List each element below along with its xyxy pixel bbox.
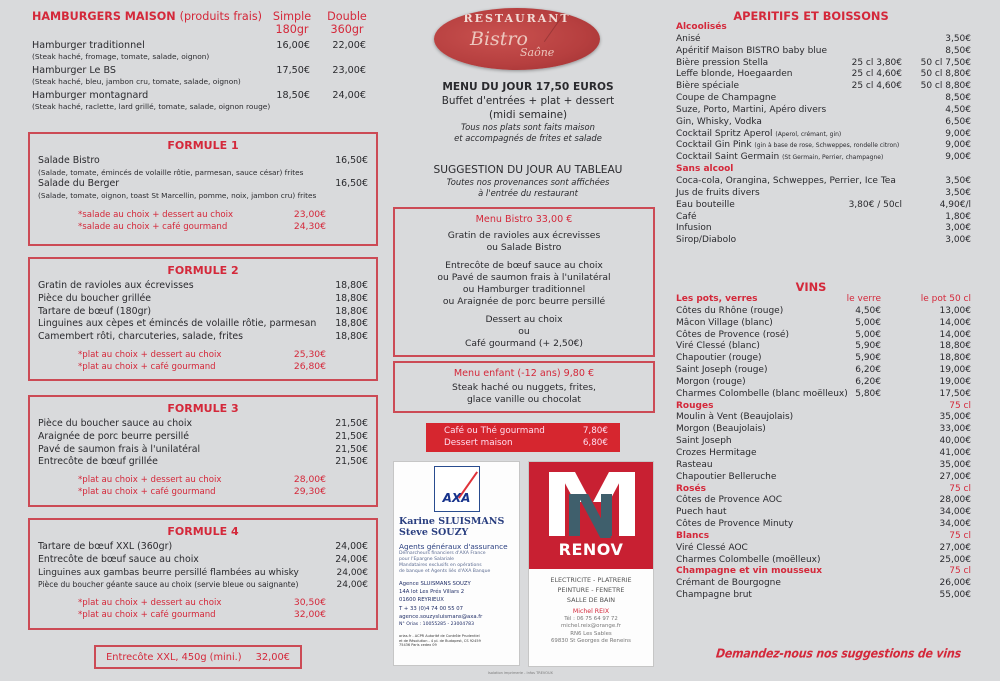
menu-item: Côtes de Provence AOC 28,00€ — [676, 495, 971, 506]
drinks-list — [676, 22, 972, 247]
combo-offer: *plat au choix + café gourmand 29,30€ — [78, 486, 326, 498]
combo-offer: *plat au choix + dessert au choix 28,00€ — [78, 474, 326, 486]
restaurant-logo: RESTAURANT Bistro Saône — [434, 8, 600, 70]
menu-item: Sirop/Diabolo 3,00€ — [676, 235, 971, 246]
menu-item: Tartare de bœuf (180gr) 18,80€ — [38, 305, 368, 317]
menu-item: Saint Joseph (rouge) 6,20€ 19,00€ — [676, 365, 971, 376]
formule-title: FORMULE 4 — [167, 525, 239, 538]
menu-item: Viré Clessé AOC 27,00€ — [676, 542, 971, 553]
formule-4-box — [28, 518, 378, 630]
formule-title: FORMULE 2 — [167, 264, 239, 277]
menu-item: Charmes Colombelle (blanc moëlleux) 5,80€ 17,50€ — [676, 388, 971, 399]
menu-item: Chapoutier Belleruche 27,00€ — [676, 471, 971, 482]
menu-item: Salade Bistro 16,50€ — [38, 155, 368, 166]
menu-item: Hamburger traditionnel 16,00€ 22,00€ (Steak haché, fromage, tomate, salade, oignon) — [32, 40, 366, 61]
menu-item: Pièce du boucher sauce au choix 21,50€ — [38, 418, 368, 429]
formule-title: FORMULE 3 — [167, 402, 239, 415]
hamburgers-header — [32, 10, 372, 44]
combo-offer: *salade au choix + dessert au choix 23,00€ — [78, 208, 326, 220]
menu-item: Camembert rôti, charcuteries, salade, frites 18,80€ — [38, 331, 368, 343]
wine-suggestions-note: Demandez-nous nos suggestions de vins — [715, 646, 962, 661]
menu-item: Tartare de bœuf XXL (360gr) 24,00€ — [38, 541, 368, 552]
menu-item: Cocktail Saint Germain (St Germain, Perrier, champagne) 9,00€ — [676, 152, 971, 163]
combo-offer: *plat au choix + dessert au choix 30,50€ — [78, 597, 326, 609]
menu-item: Morgon (Beaujolais) 33,00€ — [676, 424, 971, 435]
section-heading: Sans alcool — [676, 164, 734, 175]
wines-title: VINS — [795, 280, 827, 294]
section-heading: Champagne et vin mousseux 75 cl — [676, 566, 971, 577]
menu-item: Viré Clessé (blanc) 5,90€ 18,80€ — [676, 341, 971, 352]
dessert-item: Café ou Thé gourmand 7,80€ — [444, 426, 608, 436]
formule-1-box: FORMULE 1 Salade Bistro 16,50€ (Salade, tomate, émincés de volaille rôtie, parmesan, sauce césar) frites Salade du Berger 16,50€ (Salade, tomate, oignon, toast St Marcellin, pomme, noix, jambon cru) frites *salade au choix + dessert au choix 23,00€ *salade au choix + café gourmand 24,30€ — [28, 132, 378, 246]
section-heading: Alcoolisés — [676, 22, 727, 32]
menu-item: Chapoutier (rouge) 5,90€ 18,80€ — [676, 353, 971, 364]
menu-item: Entrecôte de bœuf grillée 21,50€ — [38, 456, 368, 468]
menu-item: Entrecôte de bœuf sauce au choix 24,00€ — [38, 553, 368, 565]
menu-item: Gratin de ravioles aux écrevisses 18,80€ — [38, 280, 368, 291]
menu-item: Côtes de Provence (rosé) 5,00€ 14,00€ — [676, 329, 971, 340]
menu-item: Hamburger Le BS 17,50€ 23,00€ (Steak haché, bleu, jambon cru, tomate, salade, oignon) — [32, 65, 366, 86]
section-heading: Les pots, verres le verre le pot 50 cl — [676, 294, 971, 304]
formule-title: FORMULE 1 — [167, 139, 239, 152]
section-heading: Rouges 75 cl — [676, 400, 971, 411]
menu-item: Crémant de Bourgogne 26,00€ — [676, 578, 971, 589]
menu-item: Crozes Hermitage 41,00€ — [676, 447, 971, 458]
dessert-item: Dessert maison 6,80€ — [444, 437, 608, 448]
menu-item: Côtes du Rhône (rouge) 4,50€ 13,00€ — [676, 305, 971, 316]
menu-item: Gin, Whisky, Vodka 6,50€ — [676, 116, 971, 127]
hamburgers-list — [32, 40, 372, 115]
mn-renov-advertisement: RENOV ELECTRICITE - PLATRERIE PEINTURE - FENETRE SALLE DE BAIN Michel REIX Tél : 06 75 64 97 72 michel.reix@orange.fr RN6 Les Sables 69830 St Georges de Reneins — [528, 461, 654, 667]
menu-item: Café 1,80€ — [676, 211, 971, 222]
formule-2-box — [28, 257, 378, 381]
section-heading: Rosés 75 cl — [676, 483, 971, 494]
menu-item: Puech haut 34,00€ — [676, 507, 971, 518]
menu-item: Hamburger montagnard 18,50€ 24,00€ (Steak haché, raclette, lard grillé, tomate, salade, oignon rouge) — [32, 90, 366, 111]
col-simple: Simple 180gr — [272, 10, 312, 36]
imprint-note: Isolation imprimerie - Infos TREVOUX — [488, 671, 553, 675]
combo-offer: *salade au choix + café gourmand 24,30€ — [78, 220, 326, 232]
menu-item: Charmes Colombelle (moëlleux) 25,00€ — [676, 554, 971, 565]
menu-item: Morgon (rouge) 6,20€ 19,00€ — [676, 376, 971, 387]
axa-logo-icon: AXA — [434, 466, 480, 512]
menu-item: Anisé 3,50€ — [676, 33, 971, 44]
menu-item: Moulin à Vent (Beaujolais) 35,00€ — [676, 412, 971, 423]
menu-item: Pavé de saumon frais à l'unilatéral 21,50€ — [38, 443, 368, 455]
menu-item: Araignée de porc beurre persillé 21,50€ — [38, 430, 368, 442]
combo-offer: *plat au choix + café gourmand 26,80€ — [78, 360, 326, 372]
menu-enfant-box: Menu enfant (-12 ans) 9,80 € Steak haché ou nuggets, frites, glace vanille ou chocolat — [393, 361, 655, 413]
formule-3-box — [28, 395, 378, 507]
axa-advertisement: AXA Karine SLUISMANS Steve SOUZY Agents généraux d'assurance Démarcheurs financiers d'AXA France pour l'Epargne Salariale Mandataires exclusifs en opérations de banque et Agents liés d'AXA Banque Agence SLUISMANS SOUZY 14A lot Les Prés Villars 2 01600 REYRIEUX T + 33 (0)4 74 00 55 07 agence.souzysluismans@axa.fr N° Orias : 10055285 - 23004783 orias.fr - ACPR Autorité de Contrôle Prudentiel et de Résolution - 4 pl. de Budapest, CS 92459 75436 Paris cedex 09 — [393, 461, 520, 666]
hamburgers-title: HAMBURGERS MAISON (produits frais) — [32, 10, 263, 23]
menu-item: Pièce du boucher géante sauce au choix (servie bleue ou saignante) 24,00€ — [38, 580, 368, 591]
menu-item: Coupe de Champagne 8,50€ — [676, 93, 971, 104]
menu-item: Salade du Berger 16,50€ — [38, 177, 368, 189]
wines-list — [676, 294, 972, 602]
menu-item: Cocktail Spritz Aperol (Aperol, crémant, gin) 9,00€ — [676, 128, 971, 139]
menu-item: Suze, Porto, Martini, Apéro divers 4,50€ — [676, 104, 971, 115]
menu-item: Coca-cola, Orangina, Schweppes, Perrier, Ice Tea 3,50€ — [676, 175, 971, 186]
menu-du-jour: MENU DU JOUR 17,50 EUROS Buffet d'entrées + plat + dessert (midi semaine) Tous nos plats sont faits maison et accompagnés de frites et salade — [441, 81, 615, 143]
menu-item: Champagne brut 55,00€ — [676, 590, 971, 601]
menu-item: Apéritif Maison BISTRO baby blue 8,50€ — [676, 45, 971, 56]
menu-item: Infusion 3,00€ — [676, 223, 971, 234]
suggestion-du-jour: SUGGESTION DU JOUR AU TABLEAU Toutes nos provenances sont affichées à l'entrée du restaurant — [433, 164, 623, 198]
menu-item: Saint Joseph 40,00€ — [676, 436, 971, 447]
menu-item: Pièce du boucher grillée 18,80€ — [38, 292, 368, 304]
col-double: Double 360gr — [327, 10, 367, 36]
desserts-box — [426, 423, 620, 452]
menu-item: Bière spéciale 25 cl 4,60€ 50 cl 8,80€ — [676, 81, 971, 92]
combo-offer: *plat au choix + dessert au choix 25,30€ — [78, 348, 326, 360]
menu-item: Jus de fruits divers 3,50€ — [676, 187, 971, 198]
section-heading: Blancs 75 cl — [676, 530, 971, 541]
menu-item: Rasteau 35,00€ — [676, 459, 971, 470]
menu-item: Mâcon Village (blanc) 5,00€ 14,00€ — [676, 317, 971, 328]
menu-item: Bière pression Stella 25 cl 3,80€ 50 cl 7,50€ — [676, 57, 971, 68]
menu-item: Linguines aux cèpes et émincés de volaille rôtie, parmesan 18,80€ — [38, 318, 368, 330]
drinks-title: APERITIFS ET BOISSONS — [733, 9, 889, 23]
menu-item: Côtes de Provence Minuty 34,00€ — [676, 519, 971, 530]
menu-item: Leffe blonde, Hoegaarden 25 cl 4,60€ 50 cl 8,80€ — [676, 69, 971, 80]
menu-bistro-box: Menu Bistro 33,00 € Gratin de ravioles aux écrevisses ou Salade Bistro Entrecôte de bœuf sauce au choix ou Pavé de saumon frais à l'unilatéral ou Hamburger traditionnel ou Araignée de porc beurre persillé Dessert au choix ou Café gourmand (+ 2,50€) — [393, 207, 655, 357]
menu-item: Eau bouteille 3,80€ / 50cl 4,90€/l — [676, 199, 971, 210]
menu-item: Linguines aux gambas beurre persillé flambées au whisky 24,00€ — [38, 567, 368, 578]
combo-offer: *plat au choix + café gourmand 32,00€ — [78, 609, 326, 621]
mn-renov-logo-icon — [549, 472, 635, 536]
menu-item: Cocktail Gin Pink (gin à base de rose, Schweppes, rondelle citron) 9,00€ — [676, 140, 971, 151]
entrecote-xxl-box: Entrecôte XXL, 450g (mini.) 32,00€ — [94, 645, 302, 669]
